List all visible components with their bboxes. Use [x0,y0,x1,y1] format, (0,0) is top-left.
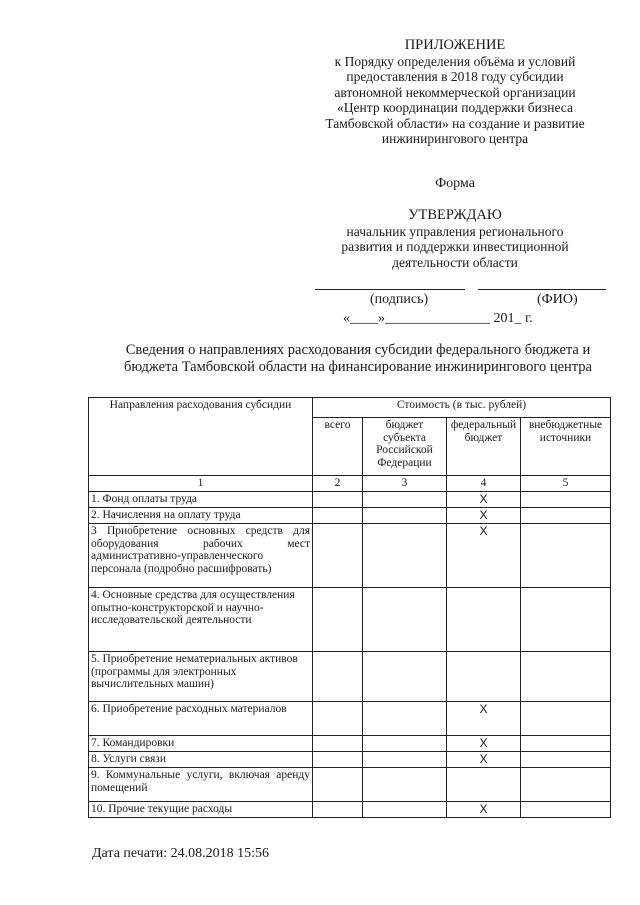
row-label: 3 Приобретение основных средств для оборудования рабочих мест административно-управленческого персонала (подробно расшифровать) [89,524,313,588]
cell-total [313,752,363,768]
cell-federal: Х [447,702,521,736]
row-label: 7. Командировки [89,736,313,752]
cell-regional [363,752,447,768]
subheader-federal: федеральный бюджет [447,418,521,476]
document-title-line: бюджета Тамбовской области на финансирование инжинирингового центра [124,359,592,375]
cell-extra [521,702,611,736]
approval-line: деятельности области [392,254,518,270]
cell-federal [447,588,521,652]
cell-regional [363,736,447,752]
cell-regional [363,492,447,508]
document-title-line: Сведения о направлениях расходования субсидии федерального бюджета и [125,342,591,358]
row-label: 6. Приобретение расходных материалов [89,702,313,736]
table-row [89,752,611,768]
row-label: 2. Начисления на оплату труда [89,508,313,524]
cell-regional [363,508,447,524]
cell-total [313,802,363,818]
cell-extra [521,752,611,768]
appendix-block [300,38,610,147]
cell-total [313,702,363,736]
subheader-regional: бюджет субъекта Российской Федерации [363,418,447,476]
approval-line: развития и поддержки инвестиционной [341,239,569,254]
approval-date-line: «____»_______________ 201_ г. [343,311,533,326]
cell-total [313,736,363,752]
cell-federal [447,768,521,802]
document-title [98,342,618,376]
table-row [89,802,611,818]
cell-regional [363,802,447,818]
appendix-line: к Порядку определения объёма и условий [334,53,576,69]
column-number: 5 [521,476,611,492]
cell-extra [521,768,611,802]
cell-regional [363,702,447,736]
cell-federal: Х [447,524,521,588]
cell-total [313,588,363,652]
row-label: 9. Коммунальные услуги, включая аренду помещений [89,768,313,802]
cell-federal: Х [447,736,521,752]
appendix-line: Тамбовской области» на создание и развитие [325,115,585,131]
row-label: 5. Приобретение нематериальных активов (программы для электронных вычислительных машин) [89,652,313,702]
row-label: 10. Прочие текущие расходы [89,802,313,818]
name-line [478,289,606,290]
cell-regional [363,588,447,652]
appendix-line: предоставления в 2018 году субсидии [346,69,564,84]
table-row [89,588,611,652]
cell-total [313,508,363,524]
cell-federal [447,652,521,702]
signature-line [315,289,465,290]
cell-regional [363,652,447,702]
cell-regional [363,524,447,588]
appendix-line: автономной некоммерческой организации [334,84,576,100]
cell-extra [521,652,611,702]
cell-total [313,652,363,702]
table-row [89,736,611,752]
form-label: Форма [435,176,475,191]
cell-total [313,492,363,508]
table-row [89,768,611,802]
cell-extra [521,492,611,508]
cell-extra [521,524,611,588]
approval-line: начальник управления регионального [346,223,564,239]
cell-regional [363,768,447,802]
approval-title: УТВЕРЖДАЮ [408,207,502,223]
cell-federal: Х [447,802,521,818]
column-number: 2 [313,476,363,492]
cell-total [313,524,363,588]
cell-extra [521,508,611,524]
name-label: (ФИО) [537,292,578,307]
header-direction: Направления расходования субсидии [89,398,313,476]
subheader-extra: внебюджетные источники [521,418,611,476]
table-row [89,508,611,524]
subheader-total: всего [313,418,363,476]
column-number: 4 [447,476,521,492]
column-number: 1 [89,476,313,492]
cell-total [313,768,363,802]
cell-federal: Х [447,492,521,508]
table-row [89,702,611,736]
row-label: 4. Основные средства для осуществления опытно-конструкторской и научно-исследовательской деятельности [89,588,313,652]
signature-label: (подпись) [370,292,429,307]
cell-extra [521,736,611,752]
cell-federal: Х [447,508,521,524]
cell-federal: Х [447,752,521,768]
table-row [89,492,611,508]
print-date: Дата печати: 24.08.2018 15:56 [92,846,270,861]
cell-extra [521,588,611,652]
approval-block [300,208,610,270]
appendix-title: ПРИЛОЖЕНИЕ [404,37,506,53]
table-row [89,524,611,588]
header-cost: Стоимость (в тыс. рублей) [313,398,611,418]
table-row [89,652,611,702]
column-number: 3 [363,476,447,492]
cell-extra [521,802,611,818]
row-label: 1. Фонд оплаты труда [89,492,313,508]
expense-table [88,397,611,818]
appendix-line: «Центр координации поддержки бизнеса [337,100,573,115]
row-label: 8. Услуги связи [89,752,313,768]
appendix-line: инжинирингового центра [381,131,529,146]
